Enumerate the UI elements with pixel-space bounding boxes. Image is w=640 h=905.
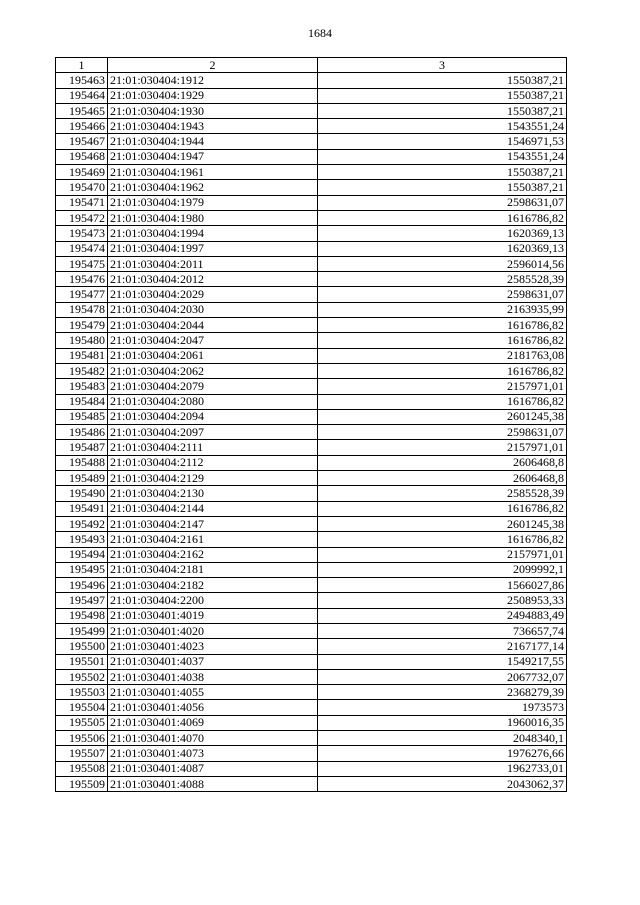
value-cell: 2606468,8 — [318, 471, 567, 486]
value-cell: 736657,74 — [318, 623, 567, 638]
value-cell: 2606468,8 — [318, 455, 567, 470]
value-cell: 1550387,21 — [318, 180, 567, 195]
value-cell: 1616786,82 — [318, 318, 567, 333]
value-cell: 1973573 — [318, 700, 567, 715]
table-row — [56, 119, 567, 134]
row-number-cell: 195465 — [56, 103, 108, 118]
table-row — [56, 761, 567, 776]
cadastral-number-cell: 21:01:030404:2112 — [108, 455, 318, 470]
table-row — [56, 363, 567, 378]
value-cell: 1550387,21 — [318, 88, 567, 103]
cadastral-number-cell: 21:01:030401:4056 — [108, 700, 318, 715]
table-row — [56, 623, 567, 638]
value-cell: 1616786,82 — [318, 210, 567, 225]
row-number-cell: 195480 — [56, 333, 108, 348]
cadastral-number-cell: 21:01:030401:4019 — [108, 608, 318, 623]
cadastral-number-cell: 21:01:030401:4087 — [108, 761, 318, 776]
row-number-cell: 195499 — [56, 623, 108, 638]
value-cell: 2181763,08 — [318, 348, 567, 363]
row-number-cell: 195474 — [56, 241, 108, 256]
row-number-cell: 195489 — [56, 471, 108, 486]
row-number-cell: 195469 — [56, 165, 108, 180]
cadastral-number-cell: 21:01:030404:1947 — [108, 149, 318, 164]
value-cell: 1620369,13 — [318, 226, 567, 241]
row-number-cell: 195500 — [56, 639, 108, 654]
row-number-cell: 195466 — [56, 119, 108, 134]
value-cell: 1620369,13 — [318, 241, 567, 256]
cadastral-number-cell: 21:01:030404:1930 — [108, 103, 318, 118]
table-row — [56, 180, 567, 195]
value-cell: 1616786,82 — [318, 532, 567, 547]
table-row — [56, 578, 567, 593]
table-row — [56, 700, 567, 715]
cadastral-number-cell: 21:01:030401:4055 — [108, 685, 318, 700]
value-cell: 2508953,33 — [318, 593, 567, 608]
cadastral-number-cell: 21:01:030404:2097 — [108, 425, 318, 440]
table-row — [56, 562, 567, 577]
row-number-cell: 195473 — [56, 226, 108, 241]
value-cell: 1616786,82 — [318, 333, 567, 348]
value-cell: 1546971,53 — [318, 134, 567, 149]
cadastral-number-cell: 21:01:030404:1980 — [108, 210, 318, 225]
value-cell: 1566027,86 — [318, 578, 567, 593]
table-row — [56, 256, 567, 271]
table-row — [56, 516, 567, 531]
table-row — [56, 409, 567, 424]
value-cell: 2163935,99 — [318, 302, 567, 317]
cadastral-number-cell: 21:01:030404:2162 — [108, 547, 318, 562]
value-cell: 2368279,39 — [318, 685, 567, 700]
value-cell: 1960016,35 — [318, 715, 567, 730]
row-number-cell: 195483 — [56, 379, 108, 394]
table-row — [56, 501, 567, 516]
cadastral-number-cell: 21:01:030404:2029 — [108, 287, 318, 302]
column-header-1: 1 — [56, 58, 108, 73]
table-row — [56, 746, 567, 761]
row-number-cell: 195472 — [56, 210, 108, 225]
value-cell: 1616786,82 — [318, 394, 567, 409]
value-cell: 2601245,38 — [318, 516, 567, 531]
row-number-cell: 195479 — [56, 318, 108, 333]
table-row — [56, 608, 567, 623]
cadastral-number-cell: 21:01:030404:2182 — [108, 578, 318, 593]
row-number-cell: 195506 — [56, 731, 108, 746]
value-cell: 1549217,55 — [318, 654, 567, 669]
row-number-cell: 195463 — [56, 73, 108, 88]
cadastral-number-cell: 21:01:030404:2062 — [108, 363, 318, 378]
table-row — [56, 210, 567, 225]
row-number-cell: 195493 — [56, 532, 108, 547]
row-number-cell: 195504 — [56, 700, 108, 715]
table-row — [56, 639, 567, 654]
row-number-cell: 195478 — [56, 302, 108, 317]
cadastral-number-cell: 21:01:030404:2011 — [108, 256, 318, 271]
cadastral-number-cell: 21:01:030404:1943 — [108, 119, 318, 134]
table-row — [56, 486, 567, 501]
column-header-3: 3 — [318, 58, 567, 73]
cadastral-number-cell: 21:01:030404:2147 — [108, 516, 318, 531]
cadastral-number-cell: 21:01:030401:4023 — [108, 639, 318, 654]
table-row — [56, 547, 567, 562]
cadastral-number-cell: 21:01:030401:4069 — [108, 715, 318, 730]
value-cell: 2598631,07 — [318, 287, 567, 302]
table-row — [56, 333, 567, 348]
value-cell: 2596014,56 — [318, 256, 567, 271]
table-row — [56, 272, 567, 287]
table-row — [56, 715, 567, 730]
row-number-cell: 195471 — [56, 195, 108, 210]
row-number-cell: 195501 — [56, 654, 108, 669]
table-row — [56, 669, 567, 684]
row-number-cell: 195486 — [56, 425, 108, 440]
value-cell: 2157971,01 — [318, 379, 567, 394]
table-row — [56, 165, 567, 180]
row-number-cell: 195492 — [56, 516, 108, 531]
cadastral-number-cell: 21:01:030404:2161 — [108, 532, 318, 547]
value-cell: 1550387,21 — [318, 73, 567, 88]
value-cell: 2043062,37 — [318, 776, 567, 791]
row-number-cell: 195496 — [56, 578, 108, 593]
cadastral-number-cell: 21:01:030404:1944 — [108, 134, 318, 149]
cadastral-number-cell: 21:01:030401:4070 — [108, 731, 318, 746]
cadastral-number-cell: 21:01:030401:4037 — [108, 654, 318, 669]
value-cell: 2157971,01 — [318, 547, 567, 562]
table-row — [56, 241, 567, 256]
table-row — [56, 287, 567, 302]
cadastral-number-cell: 21:01:030404:2079 — [108, 379, 318, 394]
value-cell: 2167177,14 — [318, 639, 567, 654]
cadastral-number-cell: 21:01:030404:1979 — [108, 195, 318, 210]
value-cell: 1616786,82 — [318, 363, 567, 378]
cadastral-number-cell: 21:01:030404:2129 — [108, 471, 318, 486]
cadastral-number-cell: 21:01:030404:1912 — [108, 73, 318, 88]
row-number-cell: 195484 — [56, 394, 108, 409]
value-cell: 1543551,24 — [318, 119, 567, 134]
value-cell: 1550387,21 — [318, 103, 567, 118]
cadastral-number-cell: 21:01:030404:1961 — [108, 165, 318, 180]
cadastral-number-cell: 21:01:030404:1929 — [108, 88, 318, 103]
data-table — [55, 57, 567, 792]
header-row — [56, 58, 567, 73]
column-header-2: 2 — [108, 58, 318, 73]
table-row — [56, 226, 567, 241]
table-row — [56, 593, 567, 608]
value-cell: 2598631,07 — [318, 195, 567, 210]
cadastral-number-cell: 21:01:030404:2111 — [108, 440, 318, 455]
cadastral-number-cell: 21:01:030404:2047 — [108, 333, 318, 348]
cadastral-number-cell: 21:01:030404:2044 — [108, 318, 318, 333]
table-row — [56, 348, 567, 363]
table-row — [56, 73, 567, 88]
row-number-cell: 195470 — [56, 180, 108, 195]
table-row — [56, 776, 567, 791]
row-number-cell: 195477 — [56, 287, 108, 302]
row-number-cell: 195485 — [56, 409, 108, 424]
row-number-cell: 195464 — [56, 88, 108, 103]
table-row — [56, 134, 567, 149]
row-number-cell: 195498 — [56, 608, 108, 623]
table-row — [56, 149, 567, 164]
row-number-cell: 195467 — [56, 134, 108, 149]
table-row — [56, 379, 567, 394]
cadastral-number-cell: 21:01:030404:2144 — [108, 501, 318, 516]
row-number-cell: 195494 — [56, 547, 108, 562]
cadastral-number-cell: 21:01:030401:4038 — [108, 669, 318, 684]
row-number-cell: 195490 — [56, 486, 108, 501]
row-number-cell: 195482 — [56, 363, 108, 378]
cadastral-number-cell: 21:01:030404:1994 — [108, 226, 318, 241]
cadastral-number-cell: 21:01:030404:2200 — [108, 593, 318, 608]
row-number-cell: 195488 — [56, 455, 108, 470]
cadastral-number-cell: 21:01:030401:4088 — [108, 776, 318, 791]
table-row — [56, 455, 567, 470]
value-cell: 2157971,01 — [318, 440, 567, 455]
table-row — [56, 103, 567, 118]
value-cell: 2067732,07 — [318, 669, 567, 684]
row-number-cell: 195495 — [56, 562, 108, 577]
row-number-cell: 195503 — [56, 685, 108, 700]
cadastral-number-cell: 21:01:030404:1962 — [108, 180, 318, 195]
value-cell: 2585528,39 — [318, 486, 567, 501]
row-number-cell: 195502 — [56, 669, 108, 684]
cadastral-number-cell: 21:01:030404:2030 — [108, 302, 318, 317]
row-number-cell: 195507 — [56, 746, 108, 761]
cadastral-number-cell: 21:01:030404:2094 — [108, 409, 318, 424]
row-number-cell: 195505 — [56, 715, 108, 730]
table-header — [56, 58, 567, 73]
value-cell: 1616786,82 — [318, 501, 567, 516]
cadastral-number-cell: 21:01:030401:4073 — [108, 746, 318, 761]
table-row — [56, 302, 567, 317]
value-cell: 1550387,21 — [318, 165, 567, 180]
value-cell: 2494883,49 — [318, 608, 567, 623]
row-number-cell: 195476 — [56, 272, 108, 287]
row-number-cell: 195468 — [56, 149, 108, 164]
value-cell: 2585528,39 — [318, 272, 567, 287]
cadastral-number-cell: 21:01:030404:2130 — [108, 486, 318, 501]
value-cell: 2099992,1 — [318, 562, 567, 577]
table-row — [56, 731, 567, 746]
table-row — [56, 195, 567, 210]
cadastral-number-cell: 21:01:030404:2080 — [108, 394, 318, 409]
row-number-cell: 195491 — [56, 501, 108, 516]
table-row — [56, 471, 567, 486]
table-row — [56, 318, 567, 333]
cadastral-number-cell: 21:01:030404:2181 — [108, 562, 318, 577]
value-cell: 1962733,01 — [318, 761, 567, 776]
row-number-cell: 195509 — [56, 776, 108, 791]
row-number-cell: 195487 — [56, 440, 108, 455]
table-body — [56, 73, 567, 792]
row-number-cell: 195508 — [56, 761, 108, 776]
table-row — [56, 88, 567, 103]
value-cell: 1976276,66 — [318, 746, 567, 761]
row-number-cell: 195481 — [56, 348, 108, 363]
value-cell: 2598631,07 — [318, 425, 567, 440]
value-cell: 1543551,24 — [318, 149, 567, 164]
row-number-cell: 195475 — [56, 256, 108, 271]
cadastral-number-cell: 21:01:030404:1997 — [108, 241, 318, 256]
table-row — [56, 425, 567, 440]
table-row — [56, 394, 567, 409]
row-number-cell: 195497 — [56, 593, 108, 608]
cadastral-number-cell: 21:01:030404:2061 — [108, 348, 318, 363]
table-row — [56, 685, 567, 700]
value-cell: 2048340,1 — [318, 731, 567, 746]
page-number: 1684 — [308, 26, 332, 40]
cadastral-number-cell: 21:01:030401:4020 — [108, 623, 318, 638]
table-row — [56, 532, 567, 547]
cadastral-number-cell: 21:01:030404:2012 — [108, 272, 318, 287]
table-row — [56, 654, 567, 669]
value-cell: 2601245,38 — [318, 409, 567, 424]
table-row — [56, 440, 567, 455]
